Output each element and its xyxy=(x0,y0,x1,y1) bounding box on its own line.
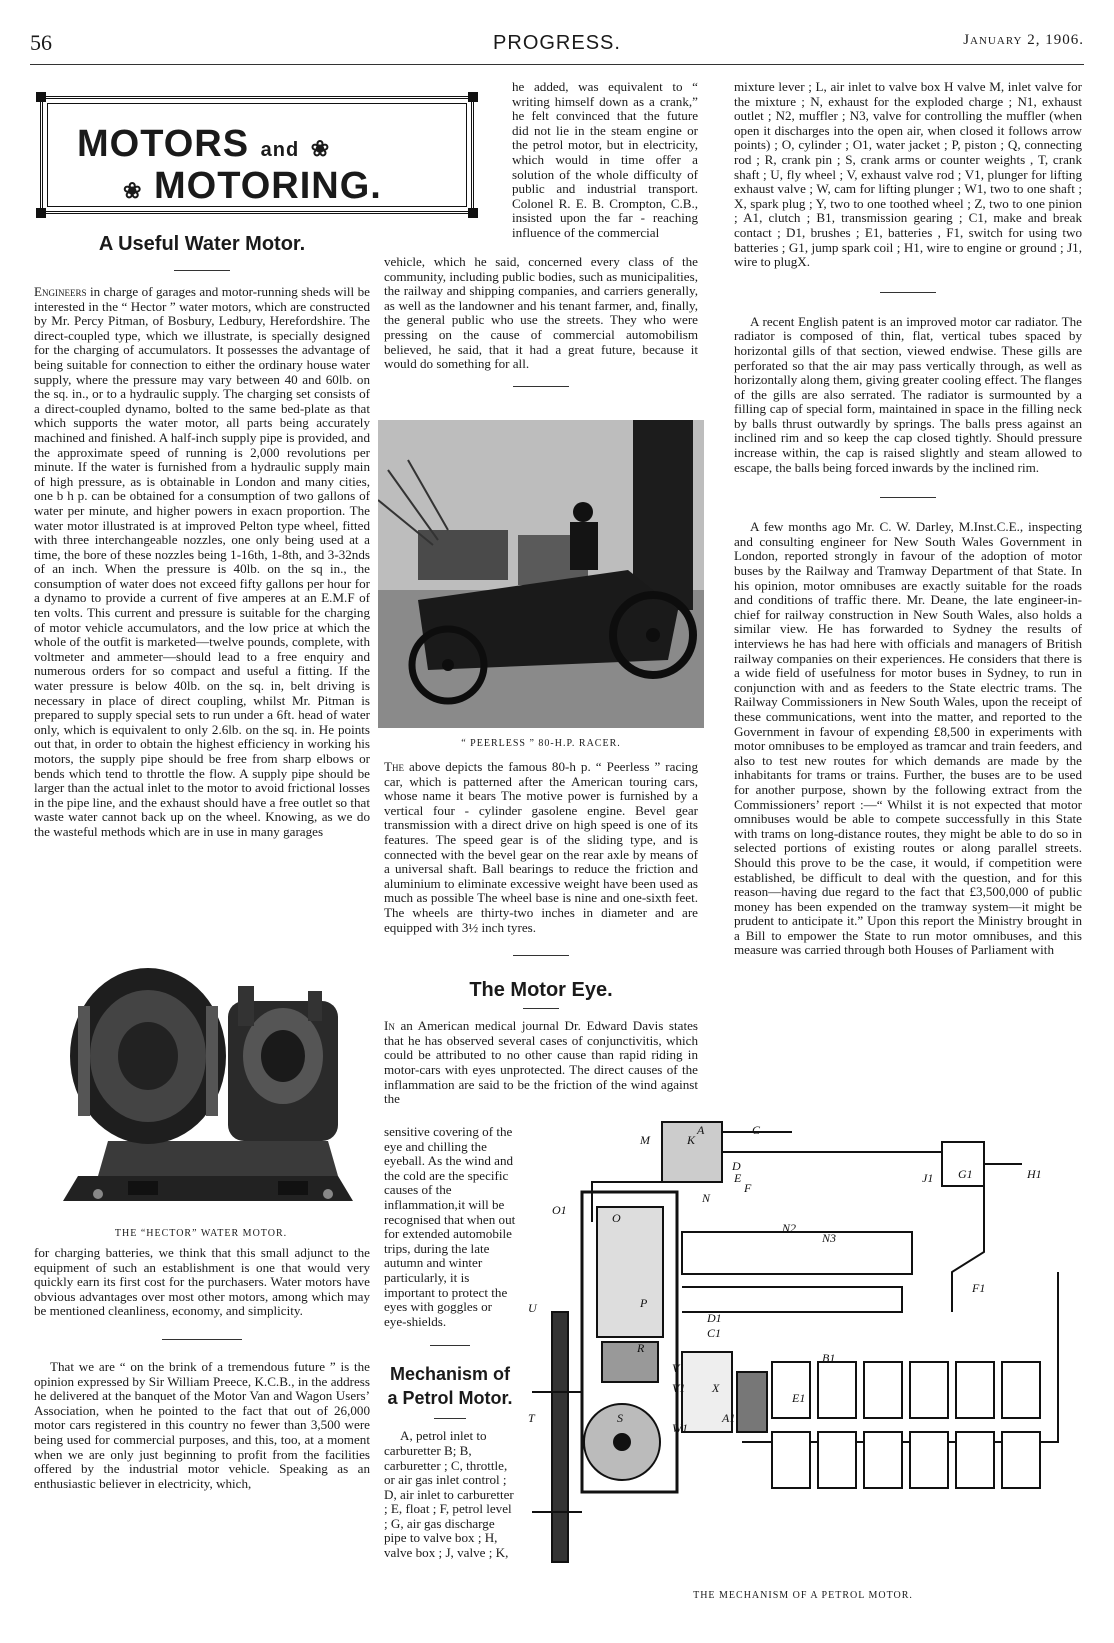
masthead-corner xyxy=(36,92,46,102)
masthead-motors: MOTORS xyxy=(77,123,250,165)
water-motor-paragraph-end: for charging batteries, we think that this small adjunct to the equipment of such an establishment is one that would very quickly earn its first cost for the purchasers. Water motors have obvious advantages over most other motors, among which may be mentioned cleanliness, economy, and simplicity. xyxy=(34,1245,370,1319)
hector-figure-caption: THE “HECTOR” WATER MOTOR. xyxy=(114,1228,288,1239)
battery-cell xyxy=(772,1362,810,1418)
mechanism-key-paragraph: A, petrol inlet to carburetter B; B, carburetter ; C, throttle, or air gas inlet control ; D, air inlet to carburetter ; E, float ; F, petrol level ; G, air gas discharge pipe to valve box ; H, valve box ; J, valve ; K, xyxy=(384,1428,514,1561)
column-2-narrow xyxy=(384,1125,516,1561)
preece-paragraph-cont-2: vehicle, which he said, concerned every class of the community, including public bodies, such as municipalities, the railway and shipping companies, and carriers generally, as well as the landowner and his tenant farmer, and, finally, the general public who use the streets. They who were pressing on the cause of commercial automobilism believed, he said, that it had a great future, because it would do something for all. xyxy=(384,254,698,372)
motor-eye-paragraph-end: sensitive covering of the eye and chilling the eyeball. As the wind and the cold are the specific causes of the inflammation,it will be recognised that when out for extended automobile trips, during the late autumn and winter particularly, it is important to protect the eyes with goggles or eye-shields. xyxy=(384,1124,516,1329)
separator-rule xyxy=(523,1008,559,1009)
diagram-label: N2 xyxy=(782,1221,797,1235)
hector-water-motor-illustration xyxy=(38,946,364,1216)
diagram-label: O xyxy=(612,1211,621,1225)
separator-rule xyxy=(513,955,569,956)
battery-cell xyxy=(956,1362,994,1418)
running-header xyxy=(30,30,1084,62)
preece-paragraph-cont: he added, was equivalent to “ writing himself down as a crank,” he felt convinced that the future did not lie in the steam engine or the petrol motor, but in electricity, which would in time offer a solution of the whole difficulty of public and industrial transport. Colonel R. E. B. Crompton, C.B., insisted upon the far - reaching influence of the commercial xyxy=(512,79,698,240)
peerless-racer-photo xyxy=(378,420,704,728)
diagram-label: B1 xyxy=(822,1351,836,1365)
masthead-motoring: MOTORING. xyxy=(154,165,382,207)
peerless-photo-caption: “ PEERLESS ” 80-H.P. RACER. xyxy=(461,738,621,749)
diagram-label: E xyxy=(734,1171,742,1185)
separator-rule xyxy=(430,1345,470,1346)
section-masthead xyxy=(40,96,474,214)
diagram-label: E1 xyxy=(792,1391,806,1405)
diagram-label: X xyxy=(712,1381,720,1395)
column-2-wide xyxy=(384,255,698,401)
battery-cell xyxy=(864,1362,902,1418)
diagram-label: N3 xyxy=(822,1231,837,1245)
diagram-label: S xyxy=(617,1411,623,1425)
masthead-corner xyxy=(468,92,478,102)
diagram-label: O1 xyxy=(552,1203,567,1217)
separator-rule xyxy=(174,270,230,271)
lead-word: In xyxy=(384,1018,395,1034)
diagram-label: U xyxy=(528,1301,537,1315)
battery-cell xyxy=(910,1362,948,1418)
motor-eye-paragraph: In an American medical journal Dr. Edward Davis states that he has observed several cases of conjunctivitis, which could be attributed to no other cause than rapid riding in motor-cars with eyes unprotected. The direct causes of the inflammation are said to be the friction of the wind against the xyxy=(384,1018,698,1107)
flower-ornament-icon: ❀ xyxy=(123,178,143,203)
separator-rule xyxy=(434,1418,466,1419)
peerless-paragraph: The above depicts the famous 80-h p. “ Peerless ” racing car, which is patterned after the American touring cars, whose name it bears The motive power is furnished by a vertical four - cylinder gasolene engine. Bevel gear transmission with a direct drive on high speed is one of its features. The speed gear is of the sliding type, and is connected with the bevel gear on the rear axle by means of a universal shaft. Ball bearings to reduce the friction and aluminium to eliminate excessive weight have been used as much as possible The wheel base is nine and one-sixth feet. The wheels are thirty-two inches in diameter and are equipped with 3½ inch tyres. xyxy=(384,759,699,935)
diagram-label: F1 xyxy=(972,1281,986,1295)
diagram-label: W1 xyxy=(672,1421,688,1435)
separator-rule xyxy=(880,292,936,293)
lead-word: The xyxy=(384,759,404,774)
flower-ornament-icon: ❀ xyxy=(310,136,331,161)
diagram-label: J1 xyxy=(922,1171,934,1185)
separator-rule xyxy=(513,386,569,387)
diagram-label: M xyxy=(640,1133,650,1147)
battery-cell xyxy=(1002,1432,1040,1488)
battery-cell xyxy=(818,1362,856,1418)
diagram-label: A1 xyxy=(722,1411,736,1425)
battery-cell xyxy=(864,1432,902,1488)
diagram-label: H1 xyxy=(1027,1167,1042,1181)
publication-title: PROGRESS. xyxy=(493,32,621,54)
diagram-label: G1 xyxy=(958,1167,973,1181)
diagram-label: C1 xyxy=(707,1326,722,1340)
battery-cell xyxy=(818,1432,856,1488)
radiator-paragraph: A recent English patent is an improved motor car radiator. The radiator is composed of thin, flat, vertical tubes spaced by horizontal gills of that section, viewed endwise. These gills are perforated so that the air may pass vertically through, as well as horizontally along them, giving greater cooling effect. The flanges of the gills are also serrated. The radiator is surmounted by a filling cap of special form, maintained in space in the filling neck by balls thrust outwardly by springs. The balls press against an inclined rim and so keep the cap closed tightly. Should pressure increase within, the cap is raised slightly and steam allowed to escape, the balls being forced inwards by the inclined rim. xyxy=(734,313,1082,475)
diagram-label: K xyxy=(687,1133,696,1147)
diagram-label: D1 xyxy=(707,1311,722,1325)
water-motor-paragraph: Engineers in charge of garages and motor-running sheds will be interested in the “ Hector ” water motors, which are constructed by Mr. Percy Pitman, of Bosbury, Ledbury, Herefordshire. The direct-coupled type, which we illustrate, is specially designed for the charging of accumulators. It possesses the advantage of being suitable for connection to either the ordinary house water supply, where the pressure may vary between 40 and 60lb. on the sq. in., or to a hydraulic supply. The charging set consists of a direct-coupled dynamo, bolted to the same bed-plate as that which supports the water motor, all parts being accurately machined and finished. A half-inch supply pipe is provided, and the approximate speed of running is 2,000 revolutions per minute. If the water is furnished from a hydraulic supply main of high pressure, as is obtainable in London and many cities, one b h p. can be obtained for a consumption of two gallons of water per minute, and higher powers in exacn proportion. The water motor illustrated is at improved Pelton type wheel, fitted with three interchangeable nozzles, one only being used at a time, the bore of these nozzles being 1-16th, 1-8th, and 3-32nds of an inch. When the pressure is 40lb. on the sq in., the consumption of water does not exceed fifty gallons per hour for a dynamo to provide a current of five amperes at an E.M.F of ten volts. This current and pressure is suitable for the charging of motor vehicle accumulators, and the low price at which the whole of the outfit is marketed—twelve pounds, complete, with voltmeter and ammeter—should lead to a free enquiry and numerous orders for so compact and useful a fitting. If the water pressure is below 40lb. on the sq. in, belt driving is necessary in place of direct coupling, whilst Mr. Pitman is prepared to supply special sets to run under a 6ft. head of water only, which is equivalent to only 2.6lb. on the sq. in. He points out that, in order to obtain the highest efficiency in working his motors, the supply pipe should be free from sharp elbows or bends which tend to throttle the flow. A supply pipe should be larger than the actual inlet to the motor to avoid frictional losses in the pipe line, and the exhaust should have a free outlet so that waste water cannot back up on the wheel. Knowing, as we do the wasteful methods which are in use in many garages xyxy=(34,284,370,839)
darley-paragraph: A few months ago Mr. C. W. Darley, M.Inst.C.E., inspecting and consulting engineer for New South Wales Government in London, reported strongly in favour of the adoption of motor buses by the Railway and Tramway Department of that State. In his opinion, motor omnibuses are exactly suitable for the roads and conditions of traffic there. Mr. Deane, the late engineer-in-chief for railway construction in New South Wales, also holds a similar view. He has forwarded to Sydney the results of interviews he has had here with officials and managers of British railway companies on their experiences. He considers that there is a wide field of usefulness for motor buses in Sydney, to run in conjunction with and as feeders to the State electric trams. The Railway Commissioners in New South Wales, upon the receipt of these communications, went into the matter, and reported to the Government in favour of expending £8,500 in experiments with motor omnibuses to be employed as tramcar and train feeders, and also to test new routes for which demands are made by the inhabitants for trams or trains. Further, the buses are to be used for another purpose, shown by the following extract from the Commissioners’ report :—“ Whilst it is not expected that motor omnibuses would be able to compete successfully in this State with trams on long-distance routes, they might be able to do so in selected portions of existing routes or along parallel streets. Should this prove to be the case, it would, if competition were established, be difficult to deal with the question, and for this reason—having due regard to the fact that £3,500,000 of public money has been expended on the tramway system—it might be prudent to anticipate it.” Upon this report the Ministry brought in a Bill to empower the State to run motor omnibuses, and this measure was carried through both Houses of Parliament with xyxy=(734,519,1082,958)
diagram-label: F xyxy=(744,1181,752,1195)
mechanism-key-paragraph-end: mixture lever ; L, air inlet to valve box H valve M, inlet valve for the mixture ; N, exhaust for the exploded charge ; N1, exhaust outlet ; N2, muffler ; N3, valve for controlling the muffler (when open it discharges into the open air, when closed it follows arrow points) ; O, cylinder ; O1, water jacket ; P, piston ; Q, connecting rod ; R, crank pin ; S, crank arms or counter weights , T, crank shaft ; U, fly wheel ; V, exhaust valve rod ; V1, plunger for lifting exhaust valve ; W, cam for lifting plunger ; W1, two to one shaft ; X, spark plug ; Y, two to one toothed wheel ; Z, two to one pinion ; A1, clutch ; B1, transmission gearing ; C1, make and break contact ; D1, brushes ; E1, batteries , F1, switch for using two batteries ; G1, jump spark coil ; H1, wire to engine or ground ; J1, wire to plugX. xyxy=(734,79,1082,270)
diagram-label: V xyxy=(672,1361,680,1375)
headline-water-motor: A Useful Water Motor. xyxy=(98,233,306,255)
separator-rule xyxy=(162,1339,242,1340)
headline-motor-eye: The Motor Eye. xyxy=(469,979,613,1002)
diagram-label: C xyxy=(752,1123,761,1137)
column-1 xyxy=(34,232,370,840)
headline-mechanism: Mechanism of a Petrol Motor. xyxy=(387,1364,513,1409)
masthead-corner xyxy=(468,208,478,218)
masthead-corner xyxy=(36,208,46,218)
diagram-label: R xyxy=(637,1341,645,1355)
battery-cell xyxy=(772,1432,810,1488)
masthead-and: and xyxy=(260,139,300,161)
column-3 xyxy=(734,80,1082,958)
diagram-label: V1 xyxy=(672,1381,686,1395)
petrol-motor-diagram xyxy=(522,1112,1084,1582)
diagram-label: T xyxy=(528,1411,535,1425)
battery-cell xyxy=(910,1432,948,1488)
page-number: 56 xyxy=(30,30,52,55)
lead-word: Engineers xyxy=(34,284,87,299)
column-1-continued xyxy=(34,1246,370,1491)
battery-cell xyxy=(1002,1362,1040,1418)
header-rule xyxy=(30,64,1084,65)
column-2-peerless xyxy=(384,760,698,1107)
diagram-label: P xyxy=(640,1296,648,1310)
battery-cell xyxy=(956,1432,994,1488)
mechanism-figure-caption: THE MECHANISM OF A PETROL MOTOR. xyxy=(693,1590,913,1601)
diagram-label: N xyxy=(702,1191,711,1205)
separator-rule xyxy=(880,497,936,498)
preece-paragraph: That we are “ on the brink of a tremendous future ” is the opinion expressed by Sir William Preece, K.C.B., in the address he delivered at the banquet of the Motor Van and Wagon Users’ Association, when he pointed to the fact that out of 26,000 motor cars registered in this country no fewer than 3,500 were being used for commercial purposes, and this, too, at a moment when we are only just beginning to profit from the facilities offered by the industrial motor vehicle. Speaking as an enthusiastic believer in electricity, which, xyxy=(34,1358,370,1491)
column-2-top xyxy=(512,80,698,241)
issue-date: January 2, 1906. xyxy=(963,32,1084,48)
diagram-label: D xyxy=(732,1159,741,1173)
diagram-label: A xyxy=(697,1123,705,1137)
